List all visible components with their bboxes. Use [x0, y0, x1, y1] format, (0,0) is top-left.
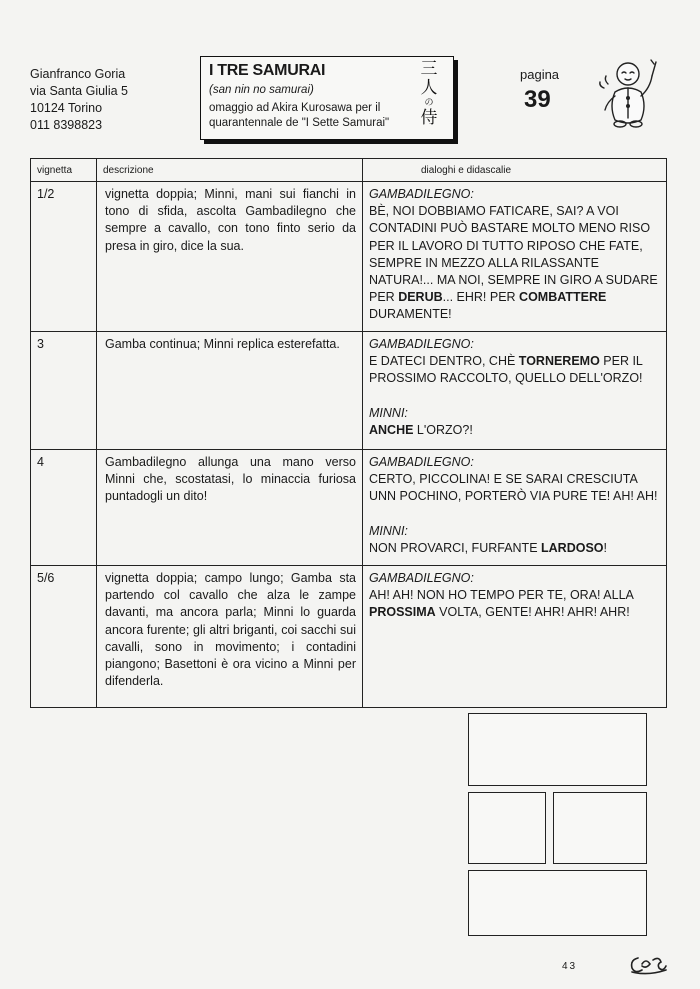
speech-text [369, 471, 658, 505]
thumbnail-panel-middle-right [553, 792, 647, 864]
title-box [200, 56, 454, 140]
speaker-name: GAMBADILEGNO: [369, 571, 474, 585]
header-vignetta: vignetta [31, 159, 97, 182]
author-street: via Santa Giulia 5 [30, 84, 128, 98]
panel-description: vignetta doppia; campo lungo; Gamba sta partendo col cavallo che alza le zampe davanti, ma ancora parla; Minni lo guarda ancora furente; gli altri briganti, coi sacchi sui cavalli, sono in movimento; i contadini piangono; Basettoni è ora vicino a Minni per difenderla. [97, 566, 363, 708]
table-row [31, 182, 667, 332]
signature-icon [628, 950, 668, 976]
header-descrizione: descrizione [97, 159, 363, 182]
speech-text [369, 540, 658, 557]
speaker-name: MINNI: [369, 523, 408, 538]
speaker-name: GAMBADILEGNO: [369, 455, 474, 469]
speech-text [369, 203, 658, 323]
speech-fragment: AH! AH! NON HO TEMPO PER TE, ORA! ALLA [369, 588, 634, 603]
panel-description: vignetta doppia; Minni, mani sui fianchi in tono di sfida, ascolta Gambadilegno che sempre a cavallo, con tono finto serio da presa in giro, dice la sua. [97, 182, 363, 332]
speech-emphasis: ANCHE [369, 422, 414, 437]
dedication-line-1: omaggio ad Akira Kurosawa per il [209, 102, 381, 114]
panel-dialogue [363, 332, 667, 450]
table-row [31, 566, 667, 708]
speech-emphasis: LARDOSO [541, 540, 604, 555]
kanji-title [417, 60, 441, 128]
dedication-line-2: quarantennale de "I Sette Samurai" [209, 117, 390, 129]
thumbnail-panel-middle-left [468, 792, 546, 864]
thumbnail-panel-top [468, 713, 647, 786]
panel-number: 1/2 [31, 182, 97, 332]
thumbnail-panel-bottom [468, 870, 647, 936]
dialogue-gap [369, 388, 658, 405]
header-dialoghi: dialoghi e didascalie [363, 159, 667, 182]
panel-description: Gamba continua; Minni replica esterefatta. [97, 332, 363, 450]
speech-fragment: DURAMENTE! [369, 307, 452, 322]
author-phone: 011 8398823 [30, 118, 103, 132]
footer-page-number: 43 [562, 961, 578, 972]
panel-number: 3 [31, 332, 97, 450]
kanji-char: 侍 [420, 108, 438, 128]
speaker-name: GAMBADILEGNO: [369, 337, 474, 351]
speech-text [369, 353, 658, 387]
author-name: Gianfranco Goria [30, 67, 126, 81]
author-address [30, 66, 128, 134]
speech-emphasis: TORNEREMO [518, 354, 600, 369]
speaker-name: MINNI: [369, 405, 408, 420]
author-city: 10124 Torino [30, 101, 103, 115]
panel-description: Gambadilegno allunga una mano verso Minni che, scostatasi, lo minaccia furiosa puntadogli un dito! [97, 450, 363, 566]
speech-fragment: CERTO, PICCOLINA! E SE SARAI CRESCIUTA UNN POCHINO, PORTERÒ VIA PURE TE! AH! AH! [369, 472, 658, 504]
script-table [30, 158, 667, 708]
table-row [31, 332, 667, 450]
table-header-row [31, 159, 667, 182]
page-label: pagina [520, 67, 560, 82]
kanji-char: の [424, 98, 434, 108]
speech-emphasis: PROSSIMA [369, 605, 436, 620]
speech-text [369, 587, 658, 621]
story-title: I TRE SAMURAI [209, 62, 326, 79]
speech-fragment: ... EHR! PER [442, 290, 520, 305]
panel-dialogue [363, 450, 667, 566]
speech-fragment: PER IL PROSSIMO RACCOLTO, QUELLO DELL'ORZO! [369, 354, 643, 386]
panel-dialogue [363, 182, 667, 332]
kanji-char: 三 [420, 59, 438, 79]
speech-fragment: ! [603, 540, 607, 555]
speech-emphasis: DERUB [398, 290, 443, 305]
speech-fragment: L'ORZO?! [413, 422, 473, 437]
panel-number: 5/6 [31, 566, 97, 708]
speech-emphasis: COMBATTERE [519, 290, 607, 305]
dialogue-gap [369, 506, 658, 523]
speech-text [369, 422, 658, 439]
speech-fragment: NON PROVARCI, FURFANTE [369, 540, 542, 555]
mascot-drawing-icon [598, 54, 660, 134]
speech-fragment: VOLTA, GENTE! AHR! AHR! AHR! [435, 605, 630, 620]
page-number: 39 [524, 86, 551, 113]
panel-dialogue [363, 566, 667, 708]
speech-fragment: E DATECI DENTRO, CHÈ [369, 354, 519, 369]
speech-fragment: BÈ, NOI DOBBIAMO FATICARE, SAI? A VOI CONTADINI PUÒ BASTARE MOLTO MENO RISO PER IL LAVORO DI TUTTO RIPOSO CHE FATE, SEMPRE IN MEZZO ALLA RILASSANTE NATURA!... MA NOI, SEMPRE IN GIRO A SUDARE PER [369, 204, 658, 305]
kanji-char: 人 [420, 78, 438, 98]
story-dedication [209, 101, 419, 131]
story-subtitle: (san nin no samurai) [209, 84, 314, 96]
speaker-name: GAMBADILEGNO: [369, 187, 474, 201]
panel-number: 4 [31, 450, 97, 566]
table-row [31, 450, 667, 566]
